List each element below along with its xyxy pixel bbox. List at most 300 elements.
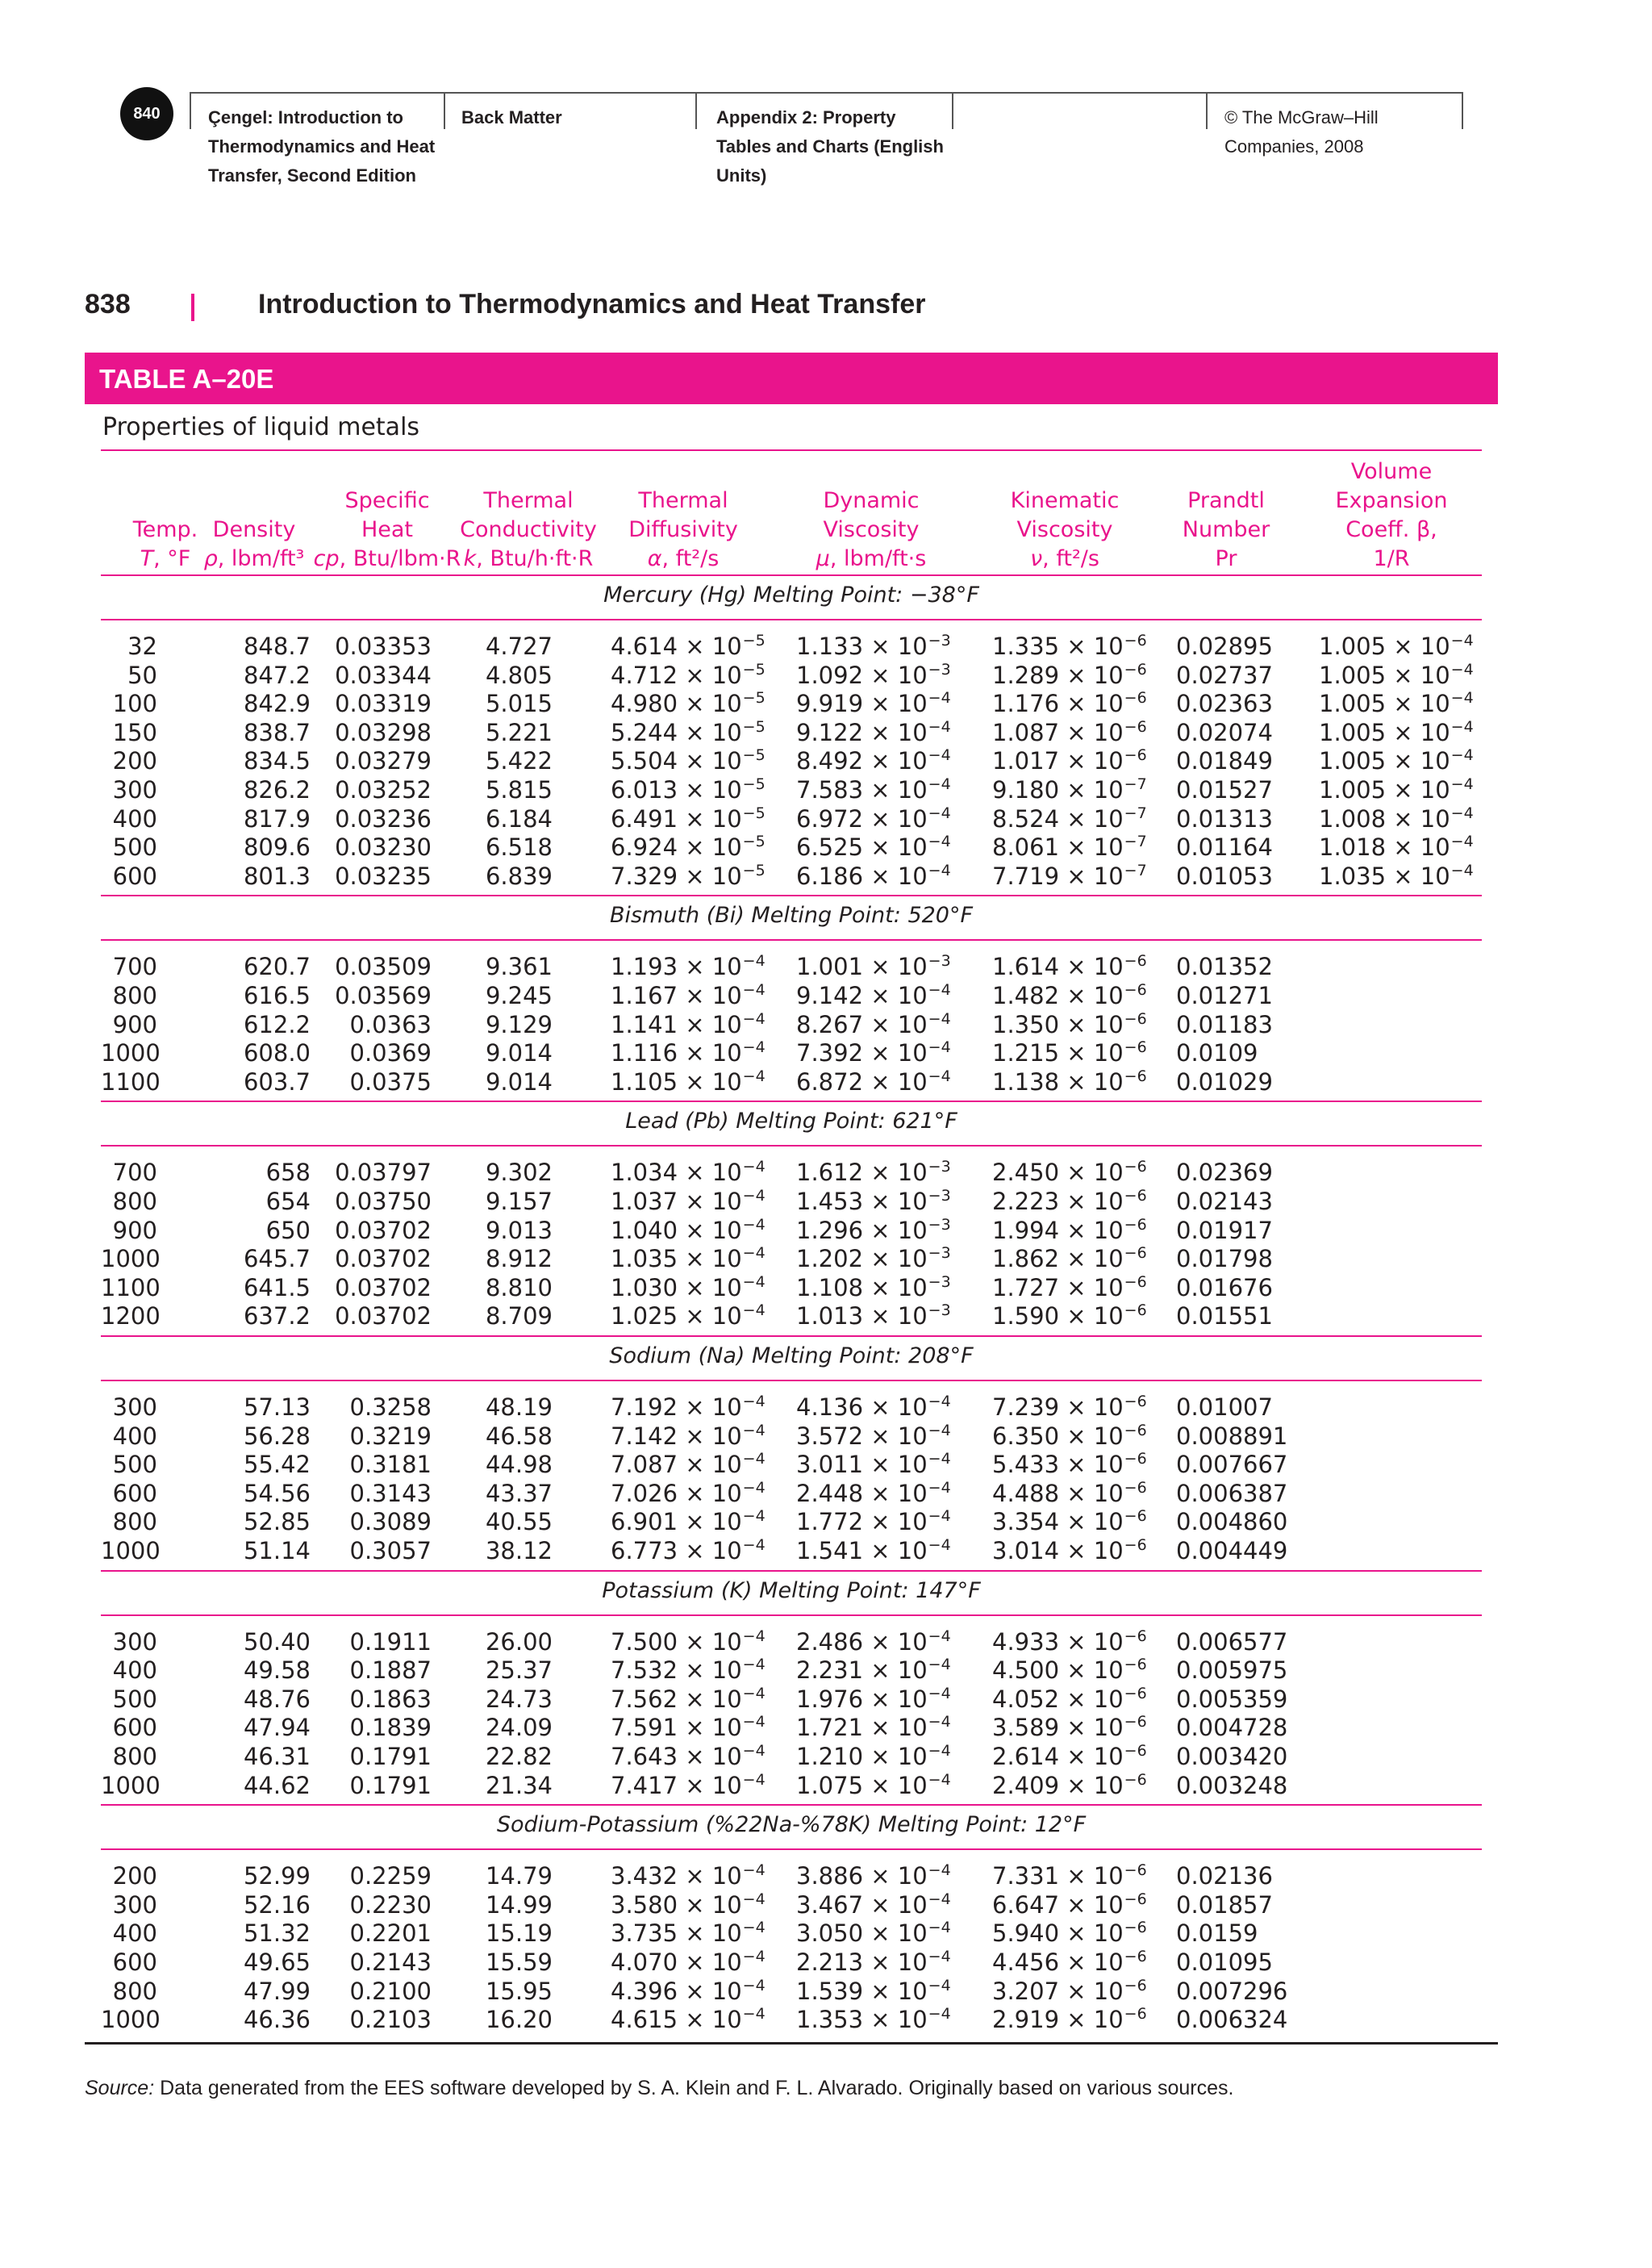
table-cell: $4.500 \times 10^{-6}$ [992,1656,1147,1685]
table-cell: $7.026 \times 10^{-4}$ [611,1478,766,1507]
table-cell: $1.087 \times 10^{-6}$ [992,717,1147,746]
table-cell: $4.070 \times 10^{-4}$ [611,1948,766,1976]
exponent: −4 [928,1742,951,1760]
exponent: −4 [742,1009,766,1028]
exponent: −4 [1450,746,1474,765]
table-cell: $5.504 \times 10^{-5}$ [611,746,766,775]
exponent: −4 [928,833,951,851]
table-cell: 0.0363 [349,1010,432,1038]
table-cell: 0.2103 [349,2006,432,2034]
table-cell: 0.2230 [349,1890,432,1919]
column-header-line: Heat [361,517,414,542]
table-cell: $1.176 \times 10^{-6}$ [992,689,1147,718]
table-cell: 300 [112,1393,157,1421]
column-header-line: Expansion [1335,488,1448,513]
exponent: −6 [1124,689,1147,708]
table-cell: $8.267 \times 10^{-4}$ [796,1009,951,1038]
table-cell: $2.448 \times 10^{-4}$ [796,1478,951,1507]
exponent: −5 [742,804,766,822]
table-cell: 637.2 [243,1302,311,1330]
table-cell: 49.65 [243,1948,311,1976]
exponent: −6 [1124,1158,1147,1176]
table-cell: $7.643 \times 10^{-4}$ [611,1742,766,1770]
table-cell: $8.061 \times 10^{-7}$ [992,833,1147,862]
table-cell: $4.052 \times 10^{-6}$ [992,1684,1147,1713]
exponent: −4 [928,861,951,879]
exponent: −5 [742,660,766,679]
table-cell: 0.01271 [1176,982,1273,1009]
table-row [101,1536,1482,1565]
table-cell: 8.912 [485,1245,553,1273]
table-row [101,1627,1482,1656]
table-cell: 46.58 [485,1422,553,1450]
table-cell: $4.712 \times 10^{-5}$ [611,660,766,689]
table-cell: $1.289 \times 10^{-6}$ [992,660,1147,689]
column-header-line: Thermal [483,488,574,513]
table-cell: $6.773 \times 10^{-4}$ [611,1536,766,1564]
exponent: −4 [928,981,951,999]
table-cell: $1.167 \times 10^{-4}$ [611,981,766,1009]
table-cell: 0.01527 [1176,776,1273,804]
table-cell: $5.940 \times 10^{-6}$ [992,1919,1147,1948]
column-header-line: Viscosity [1016,517,1113,542]
table-cell: 48.76 [243,1685,311,1713]
table-cell: 150 [112,718,157,746]
exponent: −4 [742,1770,766,1789]
table-cell: 0.01164 [1176,833,1273,862]
section-divider-rule [101,1570,1482,1572]
exponent: −6 [1124,1770,1147,1789]
table-cell: $3.432 \times 10^{-4}$ [611,1861,766,1890]
table-cell: $1.138 \times 10^{-6}$ [992,1067,1147,1096]
table-cell: $7.532 \times 10^{-4}$ [611,1656,766,1685]
column-symbol: T [140,546,154,571]
table-cell: 0.1791 [349,1743,432,1770]
column-header-line: Diffusivity [628,517,738,542]
column-header-line: Pr [1215,546,1237,571]
table-cell: $7.331 \times 10^{-6}$ [992,1861,1147,1890]
table-cell: 800 [112,1743,157,1770]
table-cell: 650 [265,1216,311,1244]
table-row [101,1656,1482,1685]
section-title: Bismuth (Bi) Melting Point: 520°F [609,903,974,929]
book-title: Introduction to Thermodynamics and Heat Transfer [258,289,926,320]
exponent: −4 [928,1656,951,1674]
table-cell: 0.3057 [349,1537,432,1564]
table-cell: $2.223 \times 10^{-6}$ [992,1187,1147,1215]
table-cell: 658 [265,1159,311,1187]
table-cell: 14.99 [485,1890,553,1919]
table-cell: 0.01857 [1176,1890,1273,1919]
exponent: −4 [1450,717,1474,736]
table-row [101,1187,1482,1216]
exponent: −4 [742,1272,766,1291]
table-cell: 0.01551 [1176,1302,1273,1330]
table-cell: $1.994 \times 10^{-6}$ [992,1215,1147,1244]
table-cell: 0.03279 [335,747,432,775]
table-cell: $1.116 \times 10^{-4}$ [611,1038,766,1067]
table-cell: $5.244 \times 10^{-5}$ [611,717,766,746]
table-cell: $1.005 \times 10^{-4}$ [1319,746,1474,775]
table-row [101,952,1482,981]
table-row [101,1216,1482,1245]
table-cell: 40.55 [485,1508,553,1536]
table-cell: 0.03750 [335,1188,432,1215]
table-cell: 0.01053 [1176,862,1273,890]
table-cell: $6.013 \times 10^{-5}$ [611,775,766,804]
table-cell: 6.518 [485,833,553,862]
exponent: −4 [742,1158,766,1176]
header-copyright-line: Companies, 2008 [1224,136,1364,157]
table-cell: 0.005975 [1176,1656,1288,1685]
exponent: −6 [1124,1684,1147,1702]
table-cell: 22.82 [485,1743,553,1770]
table-cell: 842.9 [243,690,311,718]
table-cell: $4.488 \times 10^{-6}$ [992,1478,1147,1507]
exponent: −3 [928,952,951,971]
table-cell: $7.417 \times 10^{-4}$ [611,1770,766,1799]
table-cell: 52.99 [243,1862,311,1890]
exponent: −6 [1124,1976,1147,1994]
table-cell: 848.7 [243,633,311,660]
table-cell: 15.59 [485,1948,553,1976]
table-cell: 0.01095 [1176,1948,1273,1976]
table-cell: 1000 [101,1771,161,1799]
table-row [101,1479,1482,1508]
table-cell: 14.79 [485,1862,553,1890]
table-cell: 0.004449 [1176,1537,1288,1564]
exponent: −6 [1124,1272,1147,1291]
table-cell: $1.040 \times 10^{-4}$ [611,1215,766,1244]
header-book-line: Çengel: Introduction to [208,107,403,127]
exponent: −4 [928,1038,951,1057]
exponent: −4 [742,1861,766,1880]
exponent: −4 [1450,660,1474,679]
table-cell: 0.03569 [335,982,432,1009]
table-cell: 5.815 [485,776,553,804]
exponent: −4 [928,775,951,793]
table-row [101,1038,1482,1067]
table-cell: $4.456 \times 10^{-6}$ [992,1948,1147,1976]
table-cell: 400 [112,1422,157,1450]
table-cell: 0.03509 [335,953,432,981]
table-cell: 800 [112,1508,157,1536]
exponent: −4 [742,1976,766,1994]
table-cell: $1.335 \times 10^{-6}$ [992,632,1147,660]
exponent: −4 [928,1393,951,1410]
header-appendix-line: Tables and Charts (English [716,136,944,157]
exponent: −6 [1124,1187,1147,1205]
table-cell: 0.007667 [1176,1451,1288,1479]
column-header-line: Kinematic [1010,488,1120,513]
table-cell: $1.035 \times 10^{-4}$ [1319,861,1474,890]
table-cell: 0.01352 [1176,953,1273,981]
exponent: −4 [1450,775,1474,793]
table-row [101,1010,1482,1039]
table-cell: $2.231 \times 10^{-4}$ [796,1656,951,1685]
table-cell: 8.810 [485,1273,553,1301]
exponent: −4 [928,717,951,736]
exponent: −4 [742,1067,766,1085]
column-header-line: Conductivity [460,517,597,542]
table-cell: $2.919 \times 10^{-6}$ [992,2005,1147,2034]
table-cell: $7.239 \times 10^{-6}$ [992,1393,1147,1421]
header-appendix-line: Units) [716,165,767,186]
table-cell: $6.924 \times 10^{-5}$ [611,833,766,862]
table-cell: $6.872 \times 10^{-4}$ [796,1067,951,1096]
table-cell: 603.7 [243,1067,311,1096]
table-cell: 26.00 [485,1627,553,1656]
table-cell: 0.1863 [349,1685,432,1713]
table-cell: 0.01029 [1176,1067,1273,1096]
table-cell: 0.03230 [335,833,432,862]
table-row [101,746,1482,775]
table-cell: 1000 [101,2006,161,2034]
exponent: −6 [1124,952,1147,971]
section-title-rule [101,939,1482,941]
table-cell: 51.14 [243,1537,311,1564]
table-cell: 9.245 [485,982,553,1009]
table-cell: $3.354 \times 10^{-6}$ [992,1507,1147,1536]
table-cell: $1.017 \times 10^{-6}$ [992,746,1147,775]
header-cell-empty [952,92,1208,129]
section-title: Sodium-Potassium (%22Na-%78K) Melting Point: 12°F [496,1812,1087,1838]
table-cell: 600 [112,1948,157,1976]
exponent: −6 [1124,1009,1147,1028]
table-row [101,1861,1482,1890]
section-title: Sodium (Na) Melting Point: 208°F [609,1343,974,1368]
table-row [101,1890,1482,1919]
table-cell: 0.2259 [349,1862,432,1890]
table-cell: 6.184 [485,804,553,833]
table-row [101,1685,1482,1714]
table-cell: $1.018 \times 10^{-4}$ [1319,833,1474,862]
table-row [101,689,1482,718]
table-cell: 0.03252 [335,776,432,804]
table-cell: $7.142 \times 10^{-4}$ [611,1421,766,1450]
table-cell: 24.09 [485,1714,553,1742]
table-cell: 800 [112,1977,157,2005]
header-copyright [1224,103,1379,161]
table-cell: 600 [112,1714,157,1742]
exponent: −6 [1124,1536,1147,1554]
table-cell: $1.075 \times 10^{-4}$ [796,1770,951,1799]
table-cell: $3.580 \times 10^{-4}$ [611,1890,766,1919]
section-title: Lead (Pb) Melting Point: 621°F [625,1109,957,1134]
section-title-rule [101,1380,1482,1381]
table-cell: $1.005 \times 10^{-4}$ [1319,689,1474,718]
table-cell: $1.353 \times 10^{-4}$ [796,2005,951,2034]
header-book-title [208,103,435,190]
table-cell: 0.3219 [349,1422,432,1450]
table-cell: 6.839 [485,862,553,890]
exponent: −4 [928,1861,951,1880]
table-cell: 46.36 [243,2006,311,2034]
table-cell: $1.614 \times 10^{-6}$ [992,952,1147,981]
table-cell: $6.525 \times 10^{-4}$ [796,833,951,862]
column-symbol: α [647,546,662,571]
exponent: −4 [742,1038,766,1057]
table-cell: 0.01917 [1176,1216,1273,1244]
table-cell: 800 [112,1188,157,1215]
column-header-line: Thermal [638,488,728,513]
table-cell: 0.006577 [1176,1627,1288,1656]
column-unit: , Btu/lbm·R [339,546,461,571]
table-cell: 0.008891 [1176,1422,1288,1450]
table-row [101,1450,1482,1479]
table-cell: 600 [112,1479,157,1507]
table-row [101,2005,1482,2034]
header-bottom-rule [101,574,1482,576]
table-cell: 600 [112,862,157,890]
table-cell: 0.0159 [1176,1919,1258,1948]
table-cell: $8.524 \times 10^{-7}$ [992,804,1147,833]
table-cell: 0.003420 [1176,1743,1288,1770]
table-cell: 48.19 [485,1393,553,1421]
exponent: −6 [1124,2005,1147,2024]
table-cell: $3.572 \times 10^{-4}$ [796,1421,951,1450]
exponent: −4 [928,1627,951,1645]
section-title: Potassium (K) Melting Point: 147°F [602,1577,981,1603]
table-cell: 44.98 [485,1451,553,1479]
table-cell: 49.58 [243,1656,311,1685]
table-cell: $3.207 \times 10^{-6}$ [992,1976,1147,2005]
exponent: −5 [742,775,766,793]
exponent: −6 [1124,1067,1147,1085]
exponent: −3 [928,1244,951,1263]
exponent: −5 [742,632,766,649]
table-cell: 0.004728 [1176,1714,1288,1742]
table-cell: 0.03702 [335,1302,432,1330]
table-cell: 9.014 [485,1039,553,1067]
table-cell: 1100 [101,1273,161,1301]
table-row [101,1244,1482,1273]
table-cell: 0.03702 [335,1273,432,1301]
exponent: −6 [1124,717,1147,736]
table-cell: $4.980 \times 10^{-5}$ [611,689,766,718]
table-bottom-rule [85,2042,1498,2045]
table-cell: $3.735 \times 10^{-4}$ [611,1919,766,1948]
exponent: −3 [928,1301,951,1320]
exponent: −4 [1450,861,1474,879]
table-cell: 900 [112,1216,157,1244]
exponent: −6 [1124,1450,1147,1468]
table-cell: 0.02074 [1176,718,1273,746]
exponent: −6 [1124,1301,1147,1320]
column-header-line: Coeff. β, [1345,517,1437,542]
exponent: −5 [742,689,766,708]
table-cell: $1.133 \times 10^{-3}$ [796,632,951,660]
table-cell: 16.20 [485,2006,553,2034]
exponent: −7 [1124,804,1147,822]
table-cell: 57.13 [243,1393,311,1421]
header-copyright-line: © The McGraw–Hill [1224,107,1379,127]
exponent: −4 [742,1478,766,1497]
table-cell: $7.087 \times 10^{-4}$ [611,1450,766,1479]
column-symbol: ρ [203,546,218,571]
exponent: −4 [928,746,951,765]
exponent: −6 [1124,1244,1147,1263]
column-unit: , lbm/ft·s [829,546,927,571]
table-cell: $1.612 \times 10^{-3}$ [796,1158,951,1187]
exponent: −4 [928,2005,951,2024]
table-cell: $2.614 \times 10^{-6}$ [992,1742,1147,1770]
table-cell: 300 [112,1890,157,1919]
header-book-line: Thermodynamics and Heat [208,136,436,157]
table-cell: 9.014 [485,1067,553,1096]
table-cell: $1.037 \times 10^{-4}$ [611,1187,766,1215]
section-title: Mercury (Hg) Melting Point: −38°F [603,583,979,608]
column-header-line: Volume [1350,459,1433,484]
table-cell: $3.467 \times 10^{-4}$ [796,1890,951,1919]
table-cell: 0.01676 [1176,1273,1273,1301]
column-header-line: Specific [344,488,430,513]
table-row [101,1771,1482,1800]
table-cell: $6.350 \times 10^{-6}$ [992,1421,1147,1450]
table-cell: 0.03235 [335,862,432,890]
table-cell: 608.0 [243,1039,311,1067]
column-header-line: Density [212,517,296,542]
exponent: −4 [928,1770,951,1789]
column-header-line: Number [1182,517,1270,542]
table-cell: 32 [127,633,157,660]
table-cell: 0.1791 [349,1771,432,1799]
table-cell: $1.541 \times 10^{-4}$ [796,1536,951,1564]
page-number: 838 [85,289,131,320]
table-cell: $1.772 \times 10^{-4}$ [796,1507,951,1536]
table-cell: $4.396 \times 10^{-4}$ [611,1976,766,2005]
exponent: −6 [1124,1861,1147,1880]
table-cell: $1.210 \times 10^{-4}$ [796,1742,951,1770]
table-cell: $5.433 \times 10^{-6}$ [992,1450,1147,1479]
section-divider-rule [101,1101,1482,1102]
exponent: −6 [1124,1627,1147,1645]
exponent: −4 [928,1067,951,1085]
table-cell: 0.3089 [349,1508,432,1536]
table-row [101,1393,1482,1422]
table-cell: 826.2 [243,776,311,804]
table-cell: 25.37 [485,1656,553,1685]
table-row [101,1273,1482,1302]
table-cell: 0.003248 [1176,1771,1288,1799]
table-cell: 400 [112,1656,157,1685]
exponent: −4 [928,1421,951,1439]
table-cell: 0.006387 [1176,1479,1288,1507]
column-unit: , °F [153,546,191,571]
table-cell: 0.2143 [349,1948,432,1976]
table-cell: 24.73 [485,1685,553,1713]
table-cell: $3.886 \times 10^{-4}$ [796,1861,951,1890]
exponent: −7 [1124,775,1147,793]
table-cell: $1.539 \times 10^{-4}$ [796,1976,951,2005]
exponent: −4 [742,1536,766,1554]
table-caption: Properties of liquid metals [102,413,420,441]
table-cell: 0.03344 [335,661,432,689]
exponent: −4 [742,1627,766,1645]
table-cell: 52.16 [243,1890,311,1919]
table-cell: $6.491 \times 10^{-5}$ [611,804,766,833]
table-cell: 56.28 [243,1422,311,1450]
table-cell: $1.296 \times 10^{-3}$ [796,1215,951,1244]
table-cell: 0.007296 [1176,1977,1288,2005]
table-cell: 0.3258 [349,1393,432,1421]
table-banner [85,353,1498,404]
table-row [101,1067,1482,1096]
table-cell: 700 [112,953,157,981]
table-cell: $3.011 \times 10^{-4}$ [796,1450,951,1479]
exponent: −6 [1124,981,1147,999]
table-row [101,1919,1482,1948]
